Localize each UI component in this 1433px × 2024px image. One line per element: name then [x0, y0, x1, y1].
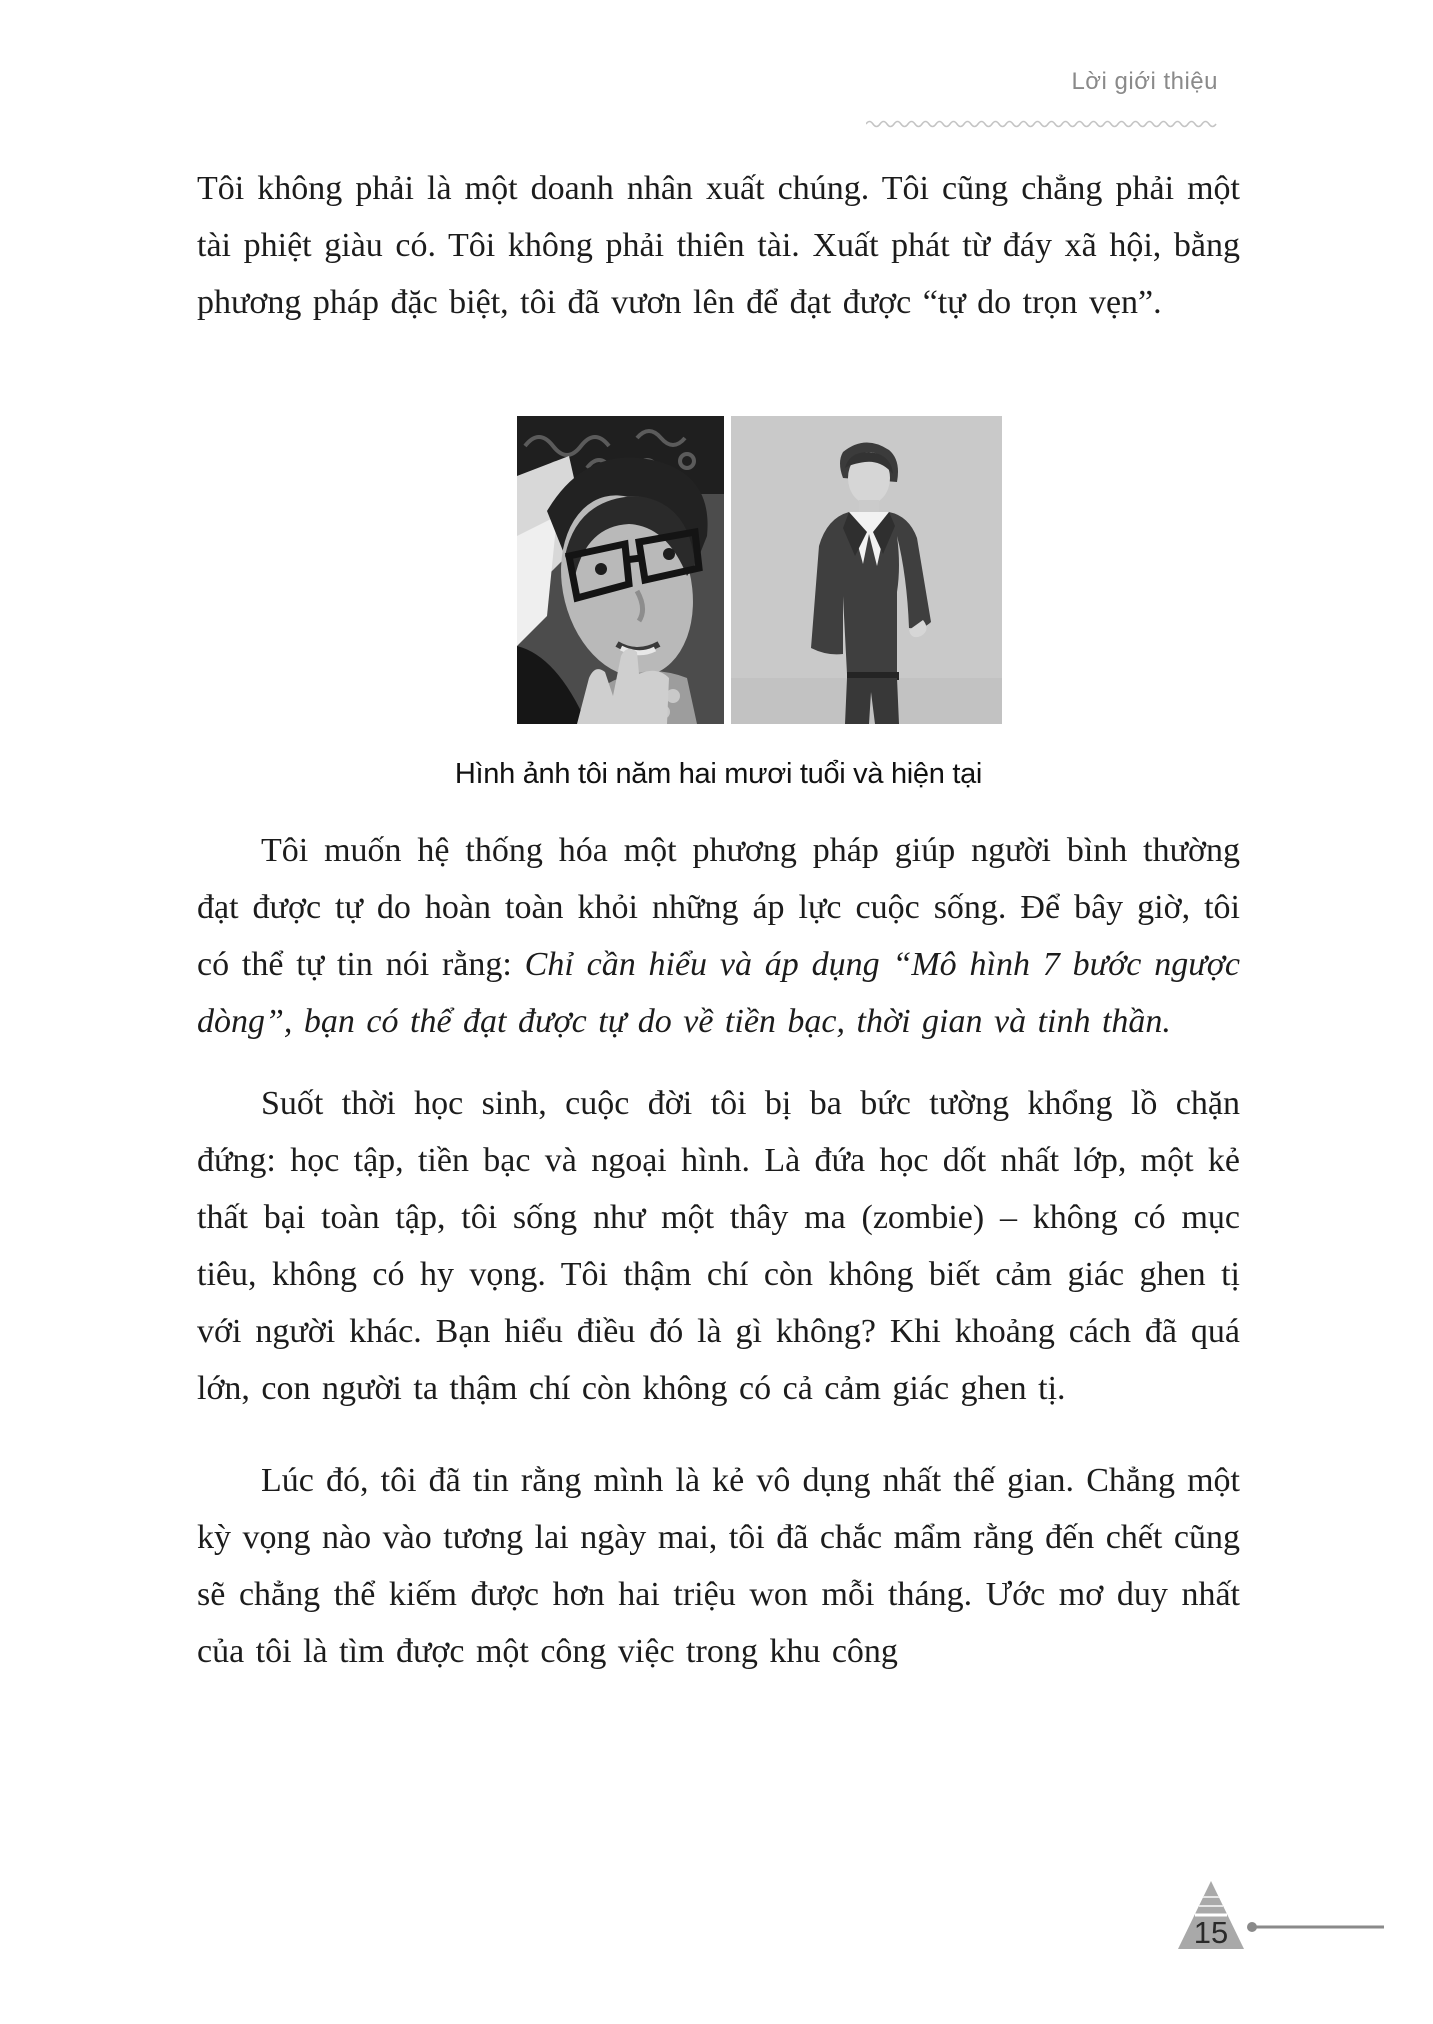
paragraph-method-quote: Chỉ cần hiểu và áp dụng “Mô hình 7 bước ngược dòng”, bạn có thể đạt được tự do về tiền bạc, thời gian và tinh thần. — [197, 946, 1240, 1040]
paragraph-school — [197, 1075, 1240, 1417]
text-column — [197, 160, 1240, 1680]
wavy-divider-icon — [866, 117, 1220, 129]
paragraph-school-text: Suốt thời học sinh, cuộc đời tôi bị ba bức tường khổng lồ chặn đứng: học tập, tiền bạc và ngoại hình. Là đứa học dốt nhất lớp, một kẻ thất bại toàn tập, tôi sống như một thây ma (zombie) – không có mục tiêu, không có hy vọng. Tôi thậm chí còn không biết cảm giác ghen tị với người khác. Bạn hiểu điều đó là gì không? Khi khoảng cách đã quá lớn, con người ta thậm chí còn không có cả cảm giác ghen tị. — [197, 1085, 1240, 1407]
paragraph-belief-text: Lúc đó, tôi đã tin rằng mình là kẻ vô dụng nhất thế gian. Chẳng một kỳ vọng nào vào tương lai ngày mai, tôi đã chắc mẩm rằng đến chết cũng sẽ chẳng thể kiếm được hơn hai triệu won mỗi tháng. Ước mơ duy nhất của tôi là tìm được một công việc trong khu công — [197, 1462, 1240, 1670]
paragraph-belief — [197, 1452, 1240, 1680]
paragraph-intro — [197, 160, 1240, 331]
photo-current-suit — [731, 416, 1002, 724]
page-number: 15 — [1193, 1915, 1229, 1950]
photo-young-portrait — [517, 416, 724, 724]
photo-pair — [517, 416, 1002, 724]
figure-caption: Hình ảnh tôi năm hai mươi tuổi và hiện tại — [454, 758, 983, 790]
paragraph-method — [197, 822, 1240, 1050]
footer-rule-icon — [1246, 1919, 1386, 1935]
figure-photos — [197, 416, 1240, 791]
paragraph-intro-text: Tôi không phải là một doanh nhân xuất chúng. Tôi cũng chẳng phải một tài phiệt giàu có. Tôi không phải thiên tài. Xuất phát từ đáy xã hội, bằng phương pháp đặc biệt, tôi đã vươn lên để đạt được “tự do trọn vẹn”. — [197, 170, 1240, 321]
running-header: Lời giới thiệu — [1071, 68, 1218, 95]
pyramid-logo-icon — [1176, 1879, 1246, 1951]
paragraph-method-lead: Tôi muốn hệ thống hóa một phương pháp giúp người bình thường đạt được tự do hoàn toàn khỏi những áp lực cuộc sống. Để bây giờ, tôi có thể tự tin nói rằng: — [197, 832, 1240, 983]
